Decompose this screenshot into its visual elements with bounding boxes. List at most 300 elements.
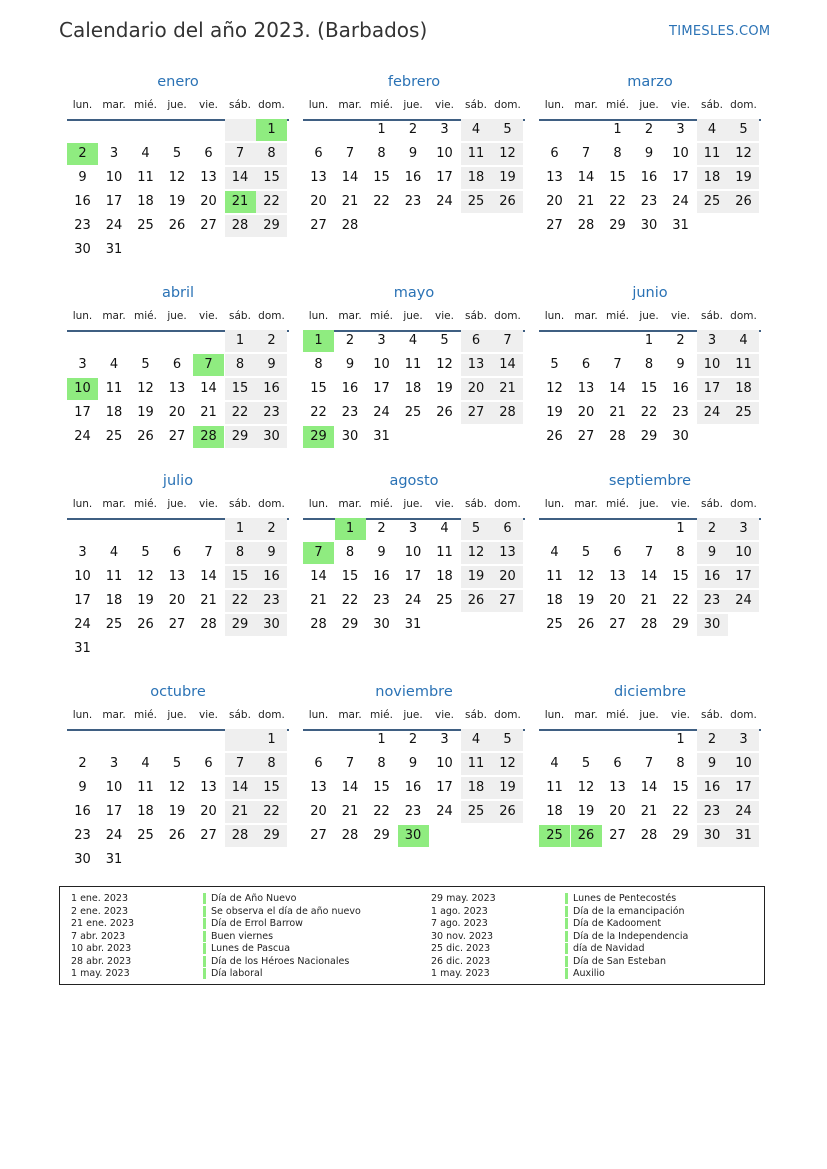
day-cell: 5 — [492, 119, 523, 141]
day-cell: 13 — [492, 542, 523, 564]
day-cell: 21 — [609, 405, 626, 420]
day-cell: 17 — [697, 378, 728, 400]
day-cell: 19 — [168, 804, 186, 819]
day-cell: 28 — [640, 617, 658, 632]
day-cell: 31 — [105, 852, 123, 867]
day-cell: 10 — [697, 354, 728, 376]
weekday-header — [67, 709, 289, 725]
day-cell: 10 — [105, 170, 123, 185]
weekday-label: dom. — [730, 709, 757, 721]
day-cell: 31 — [373, 429, 390, 444]
weekend-blank — [225, 119, 256, 141]
month-title: octubre — [150, 684, 206, 700]
day-cell: 5 — [172, 756, 182, 771]
weekday-label: dom. — [258, 310, 285, 322]
day-cell: 27 — [577, 429, 595, 444]
legend-date: 1 ene. 2023 — [71, 893, 128, 904]
weekday-label: lun. — [308, 99, 329, 111]
day-cell: 29 — [672, 617, 689, 632]
day-cell: 4 — [550, 545, 559, 560]
day-cell: 7 — [225, 753, 256, 775]
day-cell: 8 — [345, 545, 355, 560]
weekday-label: jue. — [403, 498, 423, 510]
day-cell: 3 — [377, 333, 386, 348]
day-cell: 30 — [256, 614, 287, 636]
day-cell: 24 — [728, 801, 759, 823]
day-cell: 21 — [341, 194, 359, 209]
day-cell: 19 — [728, 167, 759, 189]
day-cell: 17 — [373, 381, 390, 396]
day-cell: 13 — [168, 381, 186, 396]
day-cell: 17 — [105, 804, 123, 819]
day-cell: 5 — [492, 729, 523, 751]
weekday-label: vie. — [671, 498, 690, 510]
weekday-label: lun. — [308, 310, 329, 322]
day-cell: 23 — [373, 593, 390, 608]
day-cell: 18 — [436, 569, 453, 584]
day-cell: 17 — [404, 569, 422, 584]
day-cell: 1 — [225, 518, 256, 540]
day-cell: 22 — [225, 402, 256, 424]
day-cell: 30 — [697, 614, 728, 636]
weekday-label: lun. — [544, 99, 565, 111]
weekday-label: vie. — [199, 99, 218, 111]
day-cell: 15 — [341, 569, 359, 584]
day-cell: 18 — [105, 405, 123, 420]
weekday-header — [303, 310, 525, 326]
day-cell: 31 — [404, 617, 422, 632]
day-cell: 5 — [581, 756, 591, 771]
day-cell: 11 — [461, 143, 492, 165]
holiday-legend — [59, 886, 765, 985]
day-cell: 5 — [440, 333, 449, 348]
day-cell: 4 — [408, 333, 418, 348]
weekday-header — [539, 310, 761, 326]
day-cell: 20 — [609, 593, 626, 608]
weekday-label: vie. — [199, 498, 218, 510]
day-cell: 7 — [204, 545, 213, 560]
day-cell: 23 — [672, 405, 689, 420]
legend-holiday-name: Se observa el día de año nuevo — [203, 906, 361, 917]
legend-date: 1 ago. 2023 — [431, 905, 488, 917]
legend-date: 26 dic. 2023 — [431, 955, 491, 967]
day-cell: 16 — [256, 378, 287, 400]
day-cell: 18 — [461, 777, 492, 799]
day-cell: 14 — [640, 569, 658, 584]
day-cell: 15 — [225, 566, 256, 588]
legend-date: 21 ene. 2023 — [71, 918, 135, 929]
day-cell: 13 — [577, 381, 595, 396]
day-cell: 6 — [581, 357, 591, 372]
weekday-label: dom. — [258, 709, 285, 721]
day-cell: 1 — [676, 732, 685, 747]
day-cell: 2 — [377, 521, 386, 536]
day-cell: 12 — [436, 357, 453, 372]
day-cell: 1 — [377, 732, 386, 747]
holiday-day: 1 — [256, 119, 287, 141]
day-cell: 12 — [577, 780, 595, 795]
day-cell: 7 — [492, 330, 523, 352]
day-cell: 6 — [172, 357, 182, 372]
day-cell: 3 — [78, 357, 87, 372]
day-cell: 14 — [492, 354, 523, 376]
weekday-label: mié. — [370, 709, 393, 721]
day-cell: 13 — [200, 170, 217, 185]
day-cell: 27 — [310, 828, 327, 843]
day-cell: 31 — [672, 218, 689, 233]
day-cell: 28 — [225, 215, 256, 237]
weekday-label: mar. — [574, 498, 598, 510]
day-cell: 3 — [78, 545, 87, 560]
day-cell: 24 — [697, 402, 728, 424]
day-cell: 23 — [256, 590, 287, 612]
weekday-label: sáb. — [701, 99, 723, 111]
weekday-label: jue. — [403, 310, 423, 322]
day-cell: 24 — [105, 828, 123, 843]
day-cell: 13 — [310, 170, 327, 185]
day-cell: 2 — [644, 122, 654, 137]
day-cell: 29 — [373, 828, 390, 843]
day-cell: 12 — [492, 753, 523, 775]
day-cell: 30 — [672, 429, 689, 444]
day-cell: 16 — [373, 569, 390, 584]
day-cell: 17 — [728, 566, 759, 588]
day-cell: 29 — [640, 429, 658, 444]
weekday-label: mar. — [574, 709, 598, 721]
day-cell: 26 — [577, 617, 595, 632]
day-cell: 24 — [728, 590, 759, 612]
weekday-label: sáb. — [465, 99, 487, 111]
day-cell: 18 — [461, 167, 492, 189]
day-cell: 28 — [492, 402, 523, 424]
day-cell: 24 — [436, 194, 453, 209]
day-cell: 16 — [404, 780, 422, 795]
day-cell: 9 — [256, 354, 287, 376]
weekday-label: sáb. — [701, 498, 723, 510]
day-cell: 9 — [408, 146, 418, 161]
day-cell: 24 — [436, 804, 453, 819]
weekday-label: mar. — [102, 310, 126, 322]
day-cell: 13 — [609, 780, 626, 795]
weekday-label: lun. — [544, 709, 565, 721]
day-cell: 25 — [105, 429, 123, 444]
day-cell: 9 — [676, 357, 685, 372]
day-cell: 10 — [436, 146, 453, 161]
weekday-label: jue. — [639, 498, 659, 510]
legend-date: 10 abr. 2023 — [71, 943, 132, 954]
weekday-label: lun. — [544, 498, 565, 510]
day-cell: 10 — [436, 756, 453, 771]
weekday-label: vie. — [671, 709, 690, 721]
day-cell: 29 — [225, 426, 256, 448]
day-cell: 12 — [137, 381, 154, 396]
day-cell: 29 — [225, 614, 256, 636]
weekday-label: jue. — [639, 99, 659, 111]
day-cell: 31 — [728, 825, 759, 847]
day-cell: 5 — [141, 545, 150, 560]
legend-date: 7 ago. 2023 — [431, 918, 488, 929]
weekday-label: mar. — [574, 99, 598, 111]
weekday-label: mié. — [134, 709, 157, 721]
weekend-blank — [225, 729, 256, 751]
weekday-label: sáb. — [229, 709, 251, 721]
day-cell: 19 — [492, 777, 523, 799]
day-cell: 8 — [676, 545, 685, 560]
day-cell: 17 — [436, 170, 453, 185]
day-cell: 28 — [310, 617, 327, 632]
day-cell: 15 — [609, 170, 626, 185]
legend-holiday-name: Lunes de Pascua — [203, 943, 290, 954]
day-cell: 30 — [373, 617, 390, 632]
day-cell: 13 — [609, 569, 626, 584]
day-cell: 11 — [461, 753, 492, 775]
weekday-label: dom. — [258, 498, 285, 510]
weekday-label: sáb. — [701, 310, 723, 322]
day-cell: 6 — [204, 756, 213, 771]
day-cell: 4 — [109, 545, 119, 560]
legend-holiday-name: Día de Kadooment — [565, 918, 661, 929]
day-cell: 10 — [728, 753, 759, 775]
day-cell: 3 — [109, 756, 119, 771]
holiday-day: 30 — [398, 825, 429, 847]
day-cell: 10 — [74, 569, 91, 584]
day-cell: 12 — [546, 381, 563, 396]
day-cell: 27 — [609, 828, 626, 843]
weekday-label: vie. — [199, 709, 218, 721]
weekday-label: sáb. — [465, 709, 487, 721]
day-cell: 16 — [341, 381, 359, 396]
day-cell: 8 — [225, 542, 256, 564]
day-cell: 2 — [408, 732, 418, 747]
day-cell: 20 — [492, 566, 523, 588]
day-cell: 11 — [436, 545, 453, 560]
holiday-day: 25 — [539, 825, 570, 847]
day-cell: 25 — [728, 402, 759, 424]
day-cell: 13 — [200, 780, 217, 795]
day-cell: 28 — [341, 828, 359, 843]
day-cell: 15 — [672, 780, 689, 795]
day-cell: 8 — [644, 357, 654, 372]
day-cell: 23 — [404, 804, 422, 819]
day-cell: 3 — [728, 518, 759, 540]
day-cell: 26 — [137, 617, 154, 632]
day-cell: 7 — [644, 545, 654, 560]
day-cell: 25 — [137, 828, 154, 843]
day-cell: 19 — [577, 593, 595, 608]
day-cell: 25 — [461, 191, 492, 213]
day-cell: 26 — [461, 590, 492, 612]
weekday-header — [67, 99, 289, 115]
holiday-day: 1 — [335, 518, 366, 540]
day-cell: 28 — [577, 218, 595, 233]
day-cell: 28 — [609, 429, 626, 444]
day-cell: 15 — [225, 378, 256, 400]
weekday-label: dom. — [730, 99, 757, 111]
day-cell: 8 — [256, 143, 287, 165]
weekday-label: sáb. — [465, 498, 487, 510]
day-cell: 27 — [168, 429, 186, 444]
day-cell: 11 — [137, 780, 154, 795]
weekday-label: jue. — [403, 99, 423, 111]
weekday-label: lun. — [72, 310, 93, 322]
weekday-label: jue. — [639, 310, 659, 322]
day-cell: 24 — [404, 593, 422, 608]
day-cell: 15 — [640, 381, 658, 396]
legend-date: 28 abr. 2023 — [71, 955, 132, 967]
weekday-label: sáb. — [229, 498, 251, 510]
weekday-label: jue. — [167, 99, 187, 111]
holiday-day: 7 — [193, 354, 224, 376]
weekday-label: mar. — [338, 498, 362, 510]
weekday-label: mar. — [574, 310, 598, 322]
day-cell: 2 — [256, 330, 287, 352]
day-cell: 22 — [609, 194, 626, 209]
day-cell: 14 — [640, 780, 658, 795]
day-cell: 15 — [256, 167, 287, 189]
day-cell: 26 — [436, 405, 453, 420]
holiday-day: 2 — [67, 143, 98, 165]
day-cell: 13 — [168, 569, 186, 584]
day-cell: 16 — [256, 566, 287, 588]
weekday-header — [539, 99, 761, 115]
day-cell: 18 — [546, 593, 563, 608]
day-cell: 14 — [609, 381, 626, 396]
day-cell: 8 — [676, 756, 685, 771]
day-cell: 7 — [345, 756, 355, 771]
day-cell: 27 — [492, 590, 523, 612]
day-cell: 17 — [728, 777, 759, 799]
weekday-label: lun. — [544, 310, 565, 322]
day-cell: 27 — [609, 617, 626, 632]
month-title: febrero — [387, 74, 441, 90]
weekday-label: jue. — [167, 709, 187, 721]
day-cell: 21 — [640, 593, 658, 608]
day-cell: 31 — [74, 641, 91, 656]
weekday-label: lun. — [308, 709, 329, 721]
weekday-label: jue. — [167, 310, 187, 322]
weekday-label: dom. — [494, 498, 521, 510]
day-cell: 1 — [225, 330, 256, 352]
day-cell: 30 — [697, 825, 728, 847]
day-cell: 22 — [373, 804, 390, 819]
day-cell: 19 — [461, 566, 492, 588]
day-cell: 26 — [492, 801, 523, 823]
day-cell: 7 — [581, 146, 591, 161]
day-cell: 25 — [137, 218, 154, 233]
legend-holiday-name: Día de San Esteban — [565, 956, 666, 967]
day-cell: 29 — [609, 218, 626, 233]
weekday-label: jue. — [403, 709, 423, 721]
day-cell: 1 — [676, 521, 685, 536]
legend-holiday-name: Día de Errol Barrow — [203, 918, 303, 929]
day-cell: 24 — [74, 429, 91, 444]
weekday-label: sáb. — [229, 310, 251, 322]
day-cell: 2 — [697, 518, 728, 540]
day-cell: 20 — [461, 378, 492, 400]
day-cell: 12 — [728, 143, 759, 165]
day-cell: 2 — [78, 756, 87, 771]
day-cell: 23 — [341, 405, 359, 420]
day-cell: 11 — [728, 354, 759, 376]
day-cell: 22 — [256, 801, 287, 823]
day-cell: 1 — [377, 122, 386, 137]
month-title: abril — [161, 285, 195, 301]
weekday-label: mié. — [606, 99, 629, 111]
day-cell: 27 — [200, 218, 217, 233]
weekday-label: lun. — [72, 99, 93, 111]
day-cell: 10 — [672, 146, 689, 161]
day-cell: 8 — [377, 146, 386, 161]
weekday-label: vie. — [671, 310, 690, 322]
day-cell: 5 — [141, 357, 150, 372]
brand-link[interactable]: TIMESLES.COM — [669, 24, 771, 39]
weekday-header — [539, 709, 761, 725]
day-cell: 4 — [550, 756, 559, 771]
weekday-header — [303, 709, 525, 725]
day-cell: 26 — [168, 828, 186, 843]
day-cell: 27 — [168, 617, 186, 632]
day-cell: 22 — [373, 194, 390, 209]
legend-holiday-name: Lunes de Pentecostés — [565, 893, 676, 904]
day-cell: 3 — [440, 732, 449, 747]
day-cell: 30 — [74, 242, 91, 257]
day-cell: 22 — [672, 593, 689, 608]
month-title: marzo — [627, 74, 673, 90]
day-cell: 28 — [225, 825, 256, 847]
day-cell: 10 — [105, 780, 123, 795]
day-cell: 9 — [78, 170, 87, 185]
day-cell: 12 — [492, 143, 523, 165]
day-cell: 18 — [137, 804, 154, 819]
day-cell: 23 — [697, 590, 728, 612]
day-cell: 30 — [341, 429, 359, 444]
day-cell: 12 — [168, 170, 186, 185]
holiday-day: 7 — [303, 542, 334, 564]
weekday-label: dom. — [494, 709, 521, 721]
day-cell: 8 — [314, 357, 323, 372]
legend-holiday-name: Día de Año Nuevo — [203, 893, 296, 904]
month-title: enero — [157, 74, 199, 90]
day-cell: 20 — [310, 804, 327, 819]
day-cell: 26 — [492, 191, 523, 213]
day-cell: 3 — [697, 330, 728, 352]
day-cell: 22 — [310, 405, 327, 420]
month-title: mayo — [393, 285, 435, 301]
weekday-label: lun. — [72, 709, 93, 721]
day-cell: 30 — [74, 852, 91, 867]
holiday-day: 26 — [571, 825, 602, 847]
day-cell: 3 — [676, 122, 685, 137]
day-cell: 21 — [577, 194, 595, 209]
legend-date: 2 ene. 2023 — [71, 905, 128, 917]
day-cell: 10 — [373, 357, 390, 372]
day-cell: 15 — [373, 780, 390, 795]
day-cell: 16 — [672, 381, 689, 396]
day-cell: 23 — [640, 194, 658, 209]
day-cell: 19 — [577, 804, 595, 819]
holiday-day: 21 — [225, 191, 256, 213]
day-cell: 16 — [404, 170, 422, 185]
day-cell: 20 — [577, 405, 595, 420]
day-cell: 14 — [310, 569, 327, 584]
day-cell: 14 — [225, 167, 256, 189]
day-cell: 23 — [256, 402, 287, 424]
day-cell: 16 — [74, 804, 91, 819]
holiday-day: 1 — [303, 330, 334, 352]
day-cell: 10 — [404, 545, 422, 560]
day-cell: 5 — [728, 119, 759, 141]
legend-holiday-name: Buen viernes — [203, 931, 273, 942]
